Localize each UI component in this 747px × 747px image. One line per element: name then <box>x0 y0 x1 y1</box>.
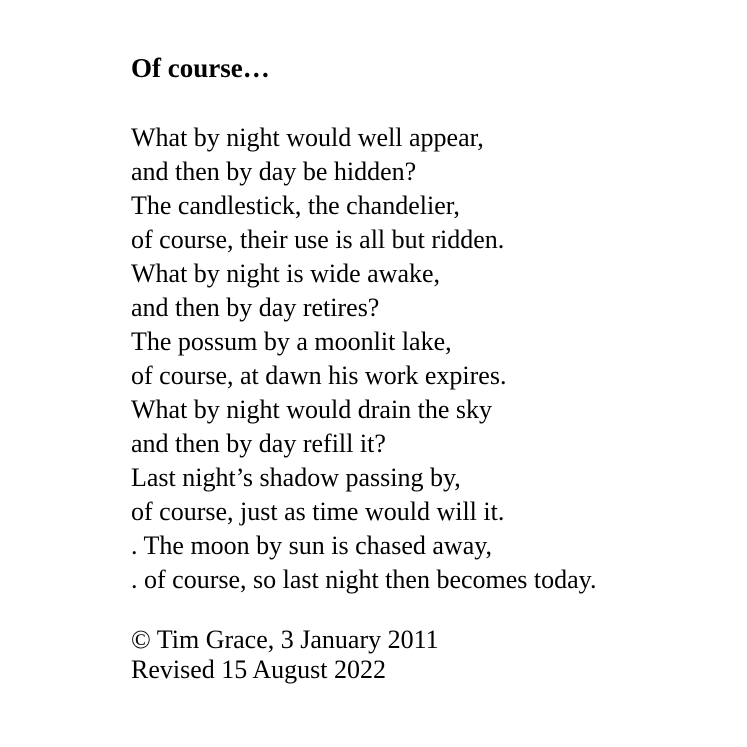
poem-line: . of course, so last night then becomes today. <box>131 565 597 594</box>
poem-line: of course, at dawn his work expires. <box>131 361 507 390</box>
poem-line: . The moon by sun is chased away, <box>131 531 493 560</box>
poem-line: The possum by a moonlit lake, <box>131 327 452 356</box>
poem-line: What by night would well appear, <box>131 123 484 152</box>
copyright-line: © Tim Grace, 3 January 2011 <box>131 625 439 654</box>
revised-line: Revised 15 August 2022 <box>131 655 386 684</box>
poem-line: and then by day retires? <box>131 293 380 322</box>
poem-line: and then by day be hidden? <box>131 157 417 186</box>
credits <box>131 625 731 685</box>
poem-line: of course, their use is all but ridden. <box>131 225 505 254</box>
poem-title: Of course… <box>131 53 270 83</box>
poem-line: What by night would drain the sky <box>131 395 493 424</box>
poem-line: and then by day refill it? <box>131 429 386 458</box>
poem-line: What by night is wide awake, <box>131 259 441 288</box>
poem-line: Last night’s shadow passing by, <box>131 463 461 492</box>
poem-line: of course, just as time would will it. <box>131 497 505 526</box>
poem-body <box>131 121 731 597</box>
poem-page <box>131 50 731 685</box>
poem-line: The candlestick, the chandelier, <box>131 191 460 220</box>
